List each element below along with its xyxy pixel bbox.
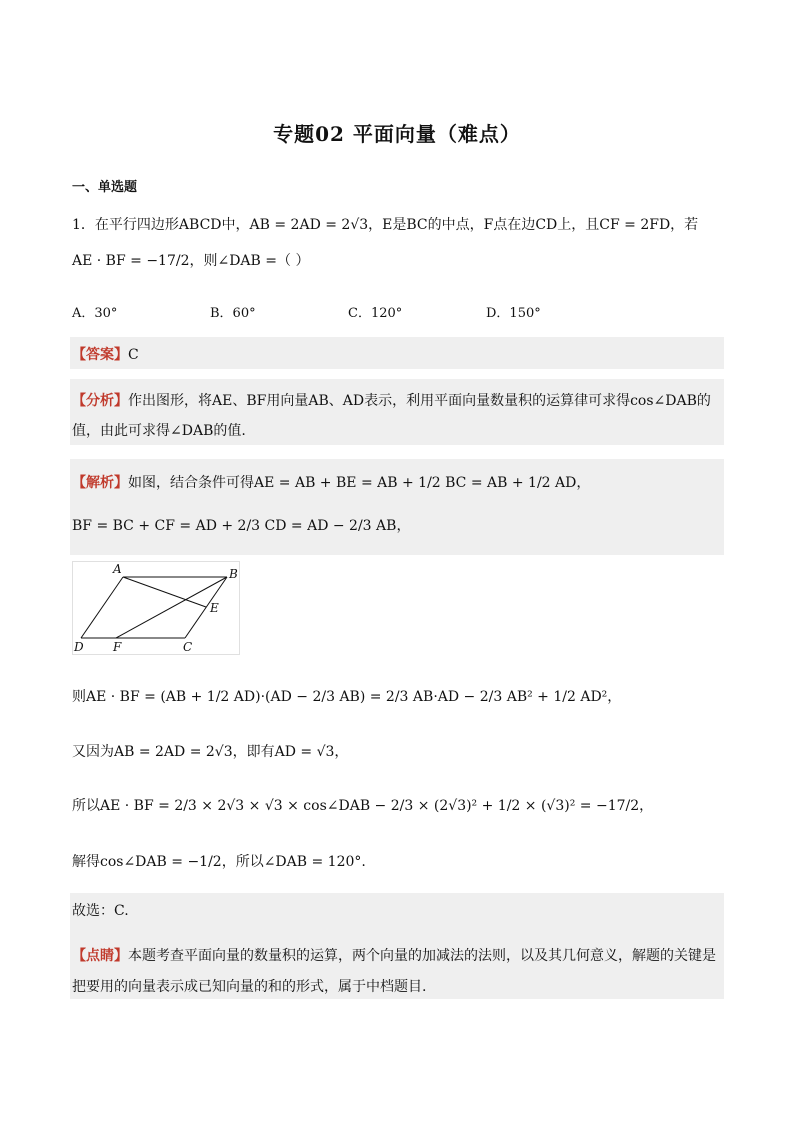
question-line-2: AE · BF = −17/2，则∠DAB =（ ） [72, 253, 310, 269]
label-d: D [74, 640, 84, 654]
label-e: E [210, 601, 219, 615]
solution-line-1 [72, 472, 590, 492]
page-title: 专题02 平面向量（难点） [273, 122, 521, 146]
answer-line [72, 344, 139, 364]
question-line-1 [72, 214, 698, 234]
solution-line-2: BF = BC + CF = AD + 2/3 CD = AD − 2/3 AB， [72, 518, 411, 534]
question-stem-1: 在平行四边形ABCD中，AB = 2AD = 2√3，E是BC的中点，F点在边CD上，且CF = 2FD，若 [94, 217, 699, 233]
label-a: A [113, 562, 122, 576]
edge-da [81, 577, 123, 638]
answer-band [70, 337, 724, 369]
answer-tag: 【答案】 [72, 347, 128, 363]
solution-tag: 【解析】 [72, 475, 128, 491]
solution-line-4: 又因为AB = 2AD = 2√3，即有AD = √3， [72, 744, 349, 760]
analysis-tag: 【分析】 [72, 393, 128, 409]
solution-line-5: 所以AE · BF = 2/3 × 2√3 × √3 × cos∠DAB − 2/3 × (2√3)² + 1/2 × (√3)² = −17/2， [72, 798, 654, 814]
label-c: C [183, 640, 193, 654]
analysis-text-1: 作出图形，将AE、BF用向量AB、AD表示，利用平面向量数量积的运算律可求得cos∠DAB的 [128, 393, 711, 409]
label-f: F [113, 640, 122, 654]
segment-ae [123, 577, 206, 607]
comment-tag: 【点睛】 [72, 948, 128, 964]
comment-text-1: 本题考查平面向量的数量积的运算，两个向量的加减法的法则，以及其几何意义，解题的关键是 [128, 948, 716, 964]
comment-line-1 [72, 945, 716, 965]
question-number: 1． [72, 217, 95, 233]
parallelogram-diagram [73, 562, 239, 654]
analysis-line-2: 值，由此可求得∠DAB的值. [72, 423, 246, 439]
solution-line-7: 故选：C. [72, 903, 129, 919]
solution-line-3: 则AE · BF = (AB + 1/2 AD)·(AD − 2/3 AB) = 2/3 AB·AD − 2/3 AB² + 1/2 AD²， [72, 689, 622, 705]
comment-line-2: 把要用的向量表示成已知向量的和的形式，属于中档题目. [72, 979, 427, 995]
label-b: B [229, 567, 238, 581]
edge-bc [185, 577, 227, 638]
analysis-line-1 [72, 390, 711, 410]
answer-value: C [128, 347, 139, 363]
parallelogram-figure [72, 561, 240, 655]
option-c: C．120° [348, 306, 403, 321]
solution-text-1: 如图，结合条件可得AE = AB + BE = AB + 1/2 BC = AB + 1/2 AD， [128, 475, 591, 491]
option-d: D．150° [486, 306, 541, 321]
option-a: A．30° [72, 306, 118, 321]
solution-line-6: 解得cos∠DAB = −1/2，所以∠DAB = 120°. [72, 854, 366, 870]
section-heading: 一、单选题 [72, 180, 138, 195]
option-b: B．60° [210, 306, 256, 321]
